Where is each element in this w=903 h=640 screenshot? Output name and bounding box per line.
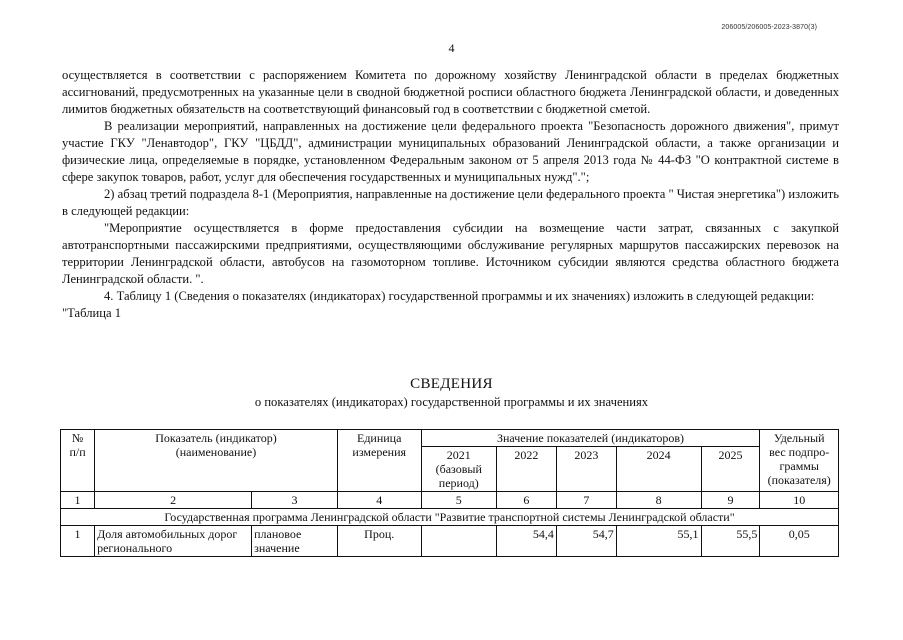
table-subtitle: о показателях (индикаторах) государственной программы и их значениях bbox=[254, 395, 649, 409]
column-number: 9 bbox=[701, 492, 760, 509]
header-weight: Удельный вес подпро- граммы (показателя) bbox=[760, 430, 839, 492]
paragraph: 2) абзац третий подраздела 8-1 (Мероприятия, направленные на достижение цели федерального проекта " Чистая энергетика") изложить в следующей редакции: bbox=[62, 187, 839, 218]
row-weight: 0,05 bbox=[760, 526, 839, 557]
header-unit: Единица измерения bbox=[337, 430, 421, 492]
document-id: 206005/206005-2023-3870(3) bbox=[721, 24, 817, 31]
column-number: 4 bbox=[337, 492, 421, 509]
table-header-row bbox=[61, 430, 839, 447]
header-values-group: Значение показателей (индикаторов) bbox=[421, 430, 760, 447]
paragraph: 4. Таблицу 1 (Сведения о показателях (индикаторах) государственной программы и их значениях) изложить в следующей редакции: bbox=[104, 289, 815, 303]
row-indicator-name: Доля автомобильных дорог регионального bbox=[95, 526, 252, 557]
column-number: 2 bbox=[95, 492, 252, 509]
column-number: 7 bbox=[556, 492, 616, 509]
header-2025: 2025 bbox=[701, 447, 760, 492]
program-row bbox=[61, 509, 839, 526]
row-value-2021 bbox=[421, 526, 496, 557]
row-num: 1 bbox=[61, 526, 95, 557]
column-number: 1 bbox=[61, 492, 95, 509]
header-indicator: Показатель (индикатор) (наименование) bbox=[95, 430, 338, 492]
row-value-2025: 55,5 bbox=[701, 526, 760, 557]
page-number: 4 bbox=[448, 41, 455, 55]
row-value-2023: 54,7 bbox=[556, 526, 616, 557]
table-row bbox=[61, 526, 839, 557]
row-value-2024: 55,1 bbox=[616, 526, 701, 557]
column-numbers-row bbox=[61, 492, 839, 509]
column-number: 8 bbox=[616, 492, 701, 509]
row-value-2022: 54,4 bbox=[496, 526, 556, 557]
paragraph: осуществляется в соответствии с распоряжением Комитета по дорожному хозяйству Ленинградской области в пределах бюджетных ассигнований, предусмотренных на указанные цели в сводной бюджетной росписи областного бюджета Ленинградской области, и доведенных лимитов бюджетных обязательств на соответствующий финансовый год в соответствии с бюджетной сметой. bbox=[62, 68, 839, 116]
header-2023: 2023 bbox=[556, 447, 616, 492]
row-value-type: плановое значение bbox=[252, 526, 338, 557]
header-2024: 2024 bbox=[616, 447, 701, 492]
column-number: 5 bbox=[421, 492, 496, 509]
paragraph: В реализации мероприятий, направленных на достижение цели федерального проекта "Безопасность дорожного движения", примут участие ГКУ "Ленавтодор", ГКУ "ЦБДД", администрации муниципальных образований Ленинградской области, а также организации и физические лица, определяемые в порядке, установленном Федеральным законом от 5 апреля 2013 года № 44-ФЗ "О контрактной системе в сфере закупок товаров, работ, услуг для обеспечения государственных и муниципальных нужд"."; bbox=[62, 119, 839, 184]
column-number: 3 bbox=[252, 492, 338, 509]
column-number: 10 bbox=[760, 492, 839, 509]
column-number: 6 bbox=[496, 492, 556, 509]
table-label: "Таблица 1 bbox=[62, 306, 122, 320]
paragraph: "Мероприятие осуществляется в форме предоставления субсидии на возмещение части затрат, связанных с закупкой автотранспортными пассажирскими предприятиями, осуществляющими обслуживание регулярных маршрутов пассажирских перевозок на территории Ленинградской области, автобусов на газомоторном топливе. Источником субсидии являются средства областного бюджета Ленинградской области. ". bbox=[62, 221, 839, 286]
body-text bbox=[62, 67, 839, 322]
row-unit: Проц. bbox=[337, 526, 421, 557]
table-title: СВЕДЕНИЯ bbox=[410, 376, 493, 392]
header-2021: 2021 (базовый период) bbox=[421, 447, 496, 492]
program-name: Государственная программа Ленинградской области "Развитие транспортной системы Ленинградской области" bbox=[61, 509, 839, 526]
indicators-table bbox=[60, 429, 839, 557]
header-2022: 2022 bbox=[496, 447, 556, 492]
header-num: № п/п bbox=[61, 430, 95, 492]
